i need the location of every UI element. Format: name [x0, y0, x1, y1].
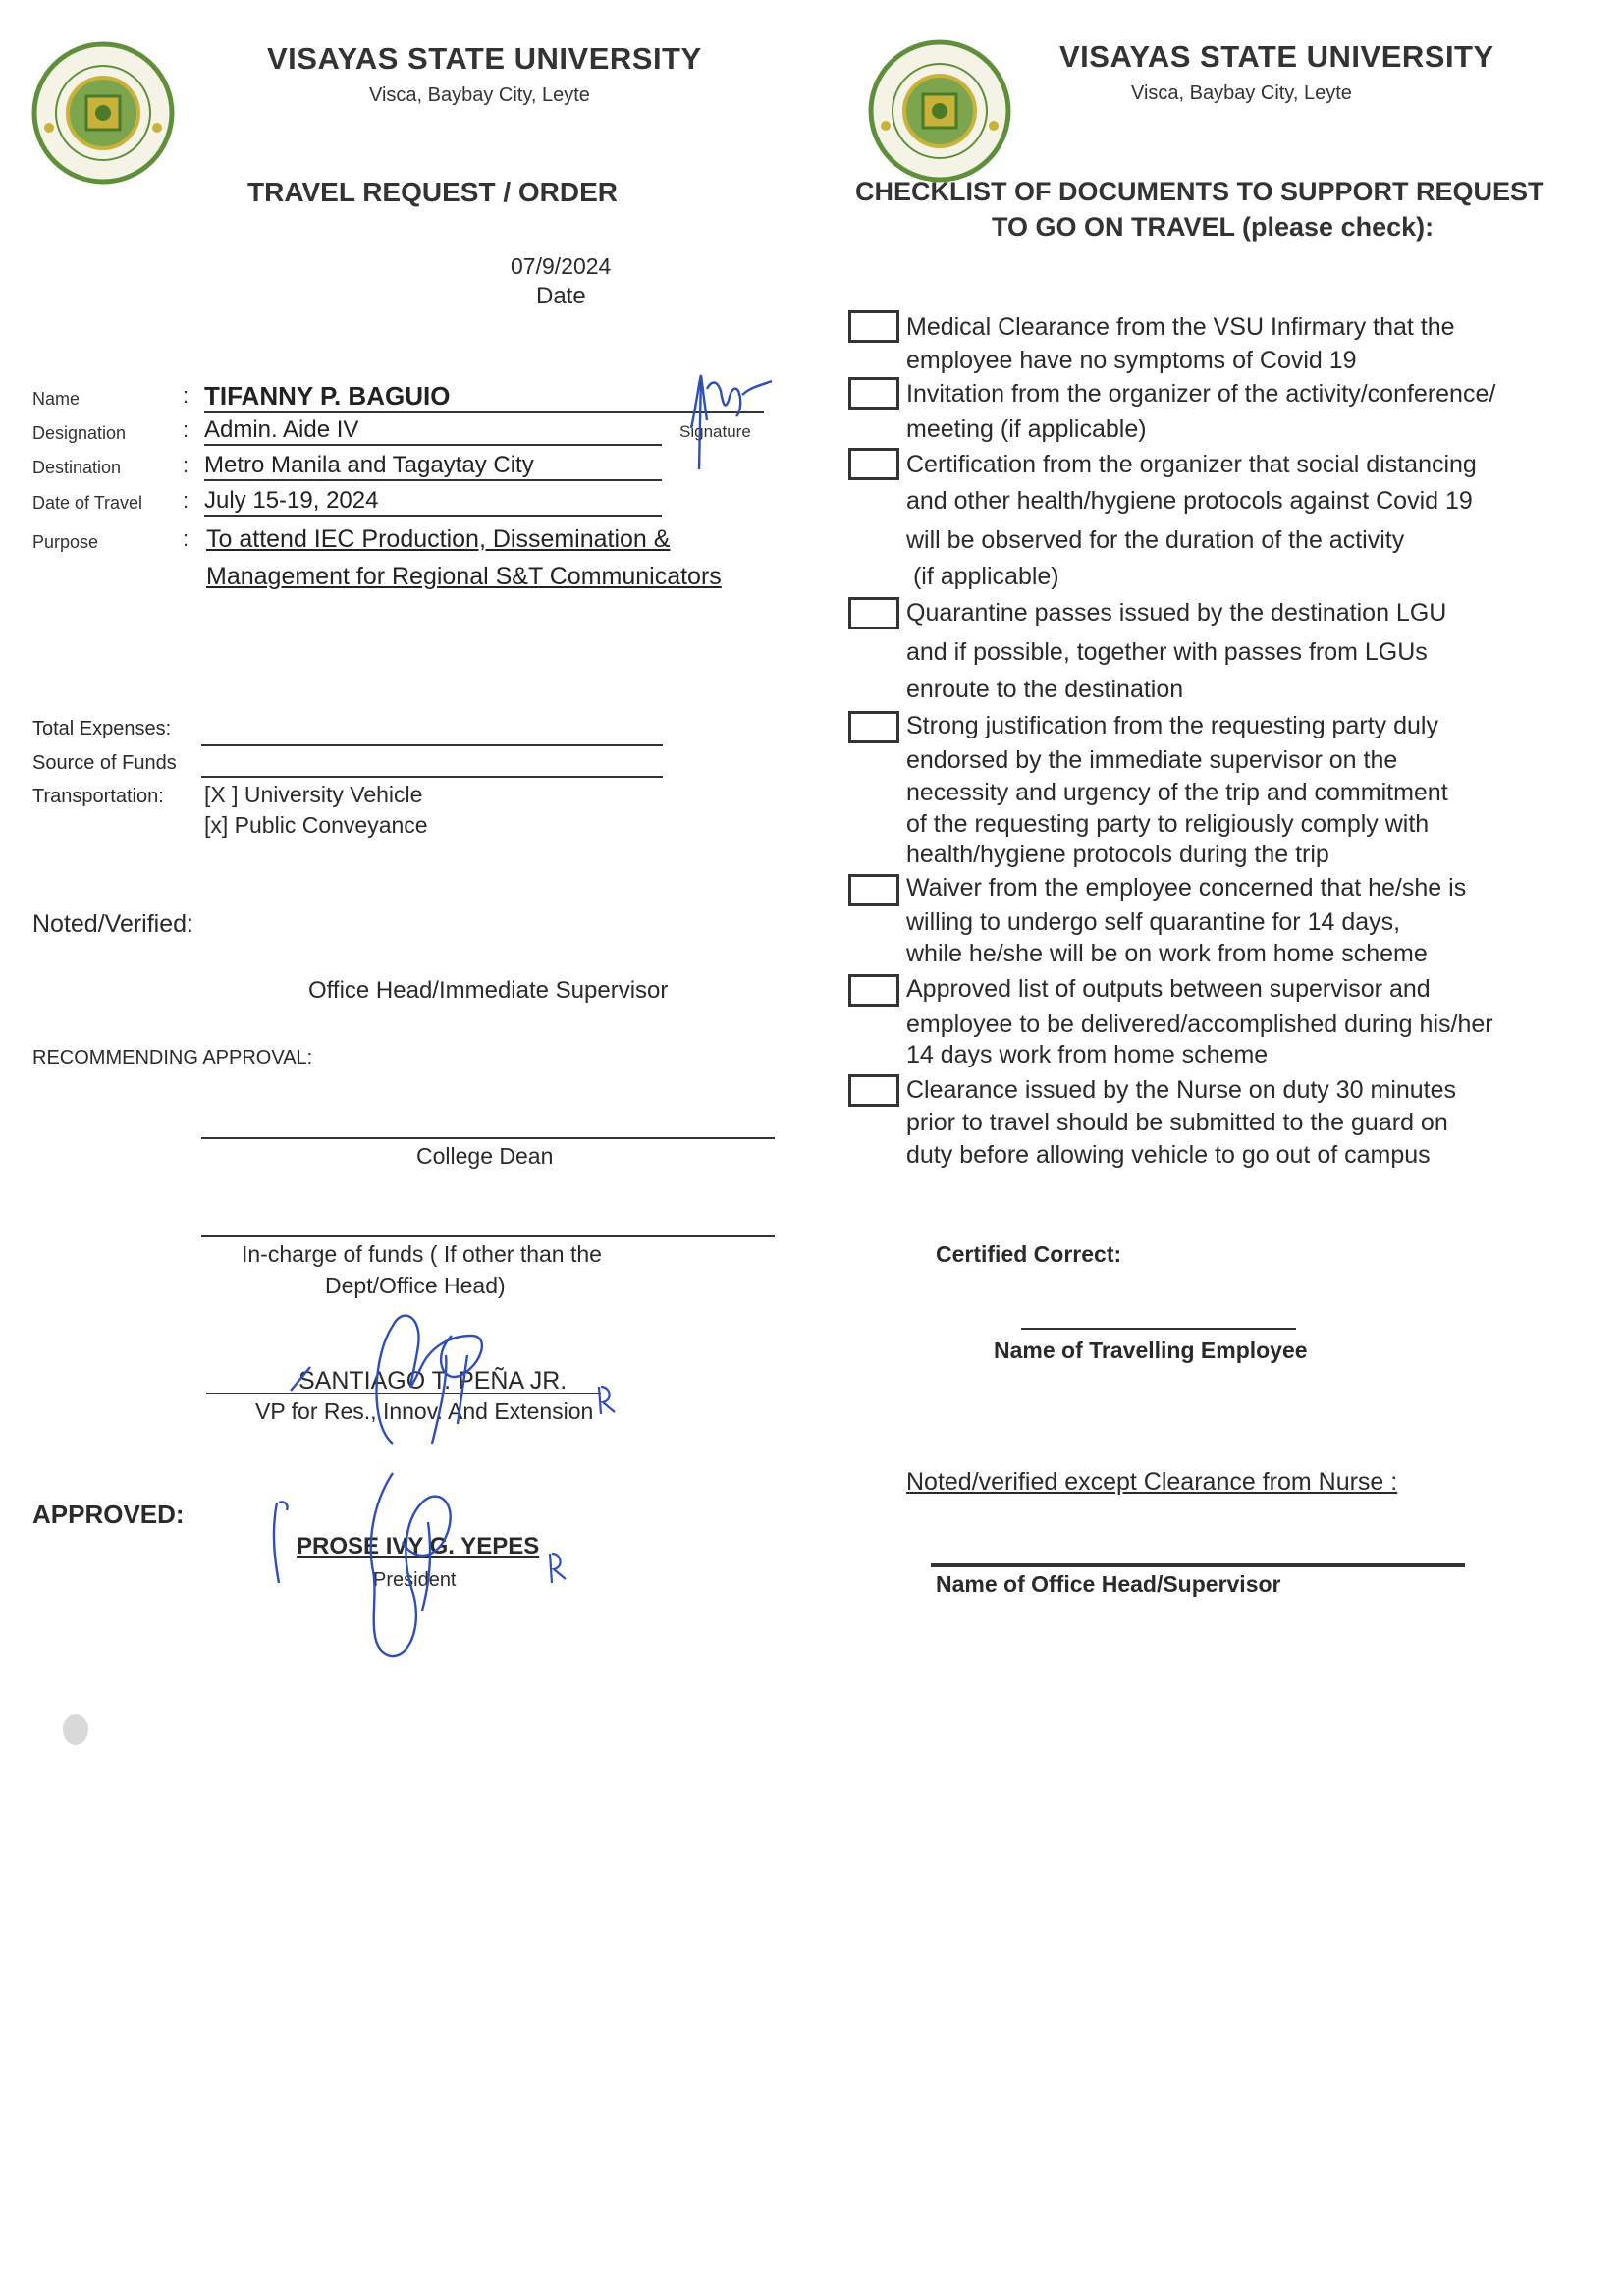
- checklist-text: Strong justification from the requesting party duly: [906, 712, 1438, 739]
- president-title: President: [373, 1569, 457, 1591]
- transport-option-university-vehicle: [X ] University Vehicle: [204, 782, 423, 807]
- scan-smudge: [63, 1714, 88, 1745]
- date-value: 07/9/2024: [511, 253, 612, 279]
- checklist-text: enroute to the destination: [906, 676, 1184, 703]
- checklist-text: prior to travel should be submitted to the guard on: [906, 1109, 1448, 1136]
- certified-correct-label: Certified Correct:: [936, 1241, 1122, 1267]
- checklist-text: duty before allowing vehicle to go out of campus: [906, 1141, 1431, 1169]
- office-head-supervisor-label: Name of Office Head/Supervisor: [936, 1571, 1281, 1597]
- college-dean-line: [201, 1137, 775, 1139]
- employee-signature-icon: [677, 361, 785, 469]
- colon: :: [183, 526, 189, 551]
- checklist-text: and other health/hygiene protocols against Covid 19: [906, 487, 1473, 515]
- source-of-funds-label: Source of Funds: [32, 752, 177, 774]
- checklist-checkbox[interactable]: [848, 448, 899, 480]
- transport-option-public-conveyance: [x] Public Conveyance: [204, 812, 428, 838]
- checklist-text: Quarantine passes issued by the destination LGU: [906, 599, 1447, 627]
- date-label: Date: [536, 283, 586, 309]
- vp-signature-icon: [275, 1296, 628, 1453]
- name-label: Name: [32, 389, 81, 409]
- incharge-funds-line: [201, 1235, 775, 1237]
- checklist-text: necessity and urgency of the trip and commitment: [906, 779, 1448, 806]
- designation-value: Admin. Aide IV: [204, 416, 662, 446]
- checklist-text: and if possible, together with passes from LGUs: [906, 638, 1428, 666]
- total-expenses-line: [201, 744, 663, 746]
- office-head-supervisor-line: [931, 1563, 1465, 1567]
- checklist-checkbox[interactable]: [848, 597, 899, 629]
- office-head-label: Office Head/Immediate Supervisor: [308, 977, 669, 1004]
- checklist-text: (if applicable): [906, 563, 1059, 590]
- purpose-line-2: Management for Regional S&T Communicators: [206, 563, 722, 590]
- checklist-text: employee have no symptoms of Covid 19: [906, 347, 1357, 374]
- designation-label: Designation: [32, 423, 127, 443]
- incharge-funds-line-2: Dept/Office Head): [325, 1273, 506, 1298]
- college-dean-label: College Dean: [416, 1143, 554, 1169]
- university-seal-right: [866, 37, 1013, 185]
- vp-title: VP for Res., Innov. And Extension: [255, 1398, 594, 1424]
- checklist-text: willing to undergo self quarantine for 14 days,: [906, 908, 1401, 936]
- recommending-approval-label: RECOMMENDING APPROVAL:: [32, 1047, 313, 1068]
- colon: :: [183, 453, 189, 477]
- checklist-text: Invitation from the organizer of the activity/conference/: [906, 380, 1496, 408]
- checklist-text: while he/she will be on work from home scheme: [906, 940, 1428, 967]
- checklist-text: of the requesting party to religiously comply with: [906, 810, 1430, 838]
- source-of-funds-line: [201, 776, 663, 778]
- colon: :: [183, 383, 189, 408]
- checklist-text: employee to be delivered/accomplished during his/her: [906, 1011, 1493, 1038]
- checklist-checkbox[interactable]: [848, 310, 899, 343]
- transportation-label: Transportation:: [32, 786, 164, 807]
- noted-except-nurse-label: Noted/verified except Clearance from Nurse :: [906, 1468, 1398, 1496]
- checklist-title-line-2: TO GO ON TRAVEL (please check):: [992, 212, 1435, 242]
- checklist-text: Approved list of outputs between supervisor and: [906, 975, 1431, 1003]
- checklist-title-line-1: CHECKLIST OF DOCUMENTS TO SUPPORT REQUEST: [855, 177, 1544, 206]
- checklist-checkbox[interactable]: [848, 711, 899, 743]
- checklist-checkbox[interactable]: [848, 377, 899, 410]
- approved-label: APPROVED:: [32, 1500, 185, 1529]
- date-of-travel-value: July 15-19, 2024: [204, 487, 662, 517]
- university-name-right: VISAYAS STATE UNIVERSITY: [1059, 39, 1494, 74]
- checklist-checkbox[interactable]: [848, 1074, 899, 1107]
- checklist-checkbox[interactable]: [848, 874, 899, 906]
- checklist-text: meeting (if applicable): [906, 415, 1147, 443]
- travel-request-title: TRAVEL REQUEST / ORDER: [247, 177, 619, 207]
- destination-label: Destination: [32, 458, 122, 477]
- noted-verified-label: Noted/Verified:: [32, 910, 193, 938]
- university-name-left: VISAYAS STATE UNIVERSITY: [267, 41, 702, 76]
- university-address-right: Visca, Baybay City, Leyte: [1131, 82, 1352, 104]
- purpose-label: Purpose: [32, 532, 99, 552]
- checklist-text: will be observed for the duration of the activity: [906, 526, 1405, 554]
- president-signature-icon: [265, 1463, 579, 1660]
- president-name: PROSE IVY G. YEPES: [297, 1533, 540, 1559]
- checklist-checkbox[interactable]: [848, 974, 899, 1007]
- destination-value: Metro Manila and Tagaytay City: [204, 452, 662, 481]
- vp-name: SANTIAGO T. PEÑA JR.: [298, 1367, 568, 1394]
- total-expenses-label: Total Expenses:: [32, 718, 172, 739]
- university-address-left: Visca, Baybay City, Leyte: [369, 84, 590, 106]
- checklist-text: endorsed by the immediate supervisor on the: [906, 746, 1398, 774]
- colon: :: [183, 488, 189, 513]
- checklist-text: health/hygiene protocols during the trip: [906, 841, 1329, 868]
- purpose-line-1: To attend IEC Production, Dissemination &: [206, 525, 671, 553]
- checklist-text: 14 days work from home scheme: [906, 1041, 1269, 1068]
- checklist-text: Medical Clearance from the VSU Infirmary that the: [906, 313, 1455, 341]
- date-of-travel-label: Date of Travel: [32, 493, 143, 513]
- incharge-funds-line-1: In-charge of funds ( If other than the: [242, 1241, 602, 1267]
- travelling-employee-line: [1021, 1328, 1296, 1330]
- checklist-text: Certification from the organizer that social distancing: [906, 451, 1477, 478]
- checklist-text: Clearance issued by the Nurse on duty 30 minutes: [906, 1076, 1457, 1104]
- colon: :: [183, 417, 189, 442]
- name-value: TIFANNY P. BAGUIO: [204, 381, 764, 413]
- signature-label: Signature: [679, 422, 751, 441]
- university-seal-left: [29, 39, 177, 187]
- travelling-employee-label: Name of Travelling Employee: [994, 1338, 1308, 1363]
- checklist-text: Waiver from the employee concerned that he/she is: [906, 874, 1467, 902]
